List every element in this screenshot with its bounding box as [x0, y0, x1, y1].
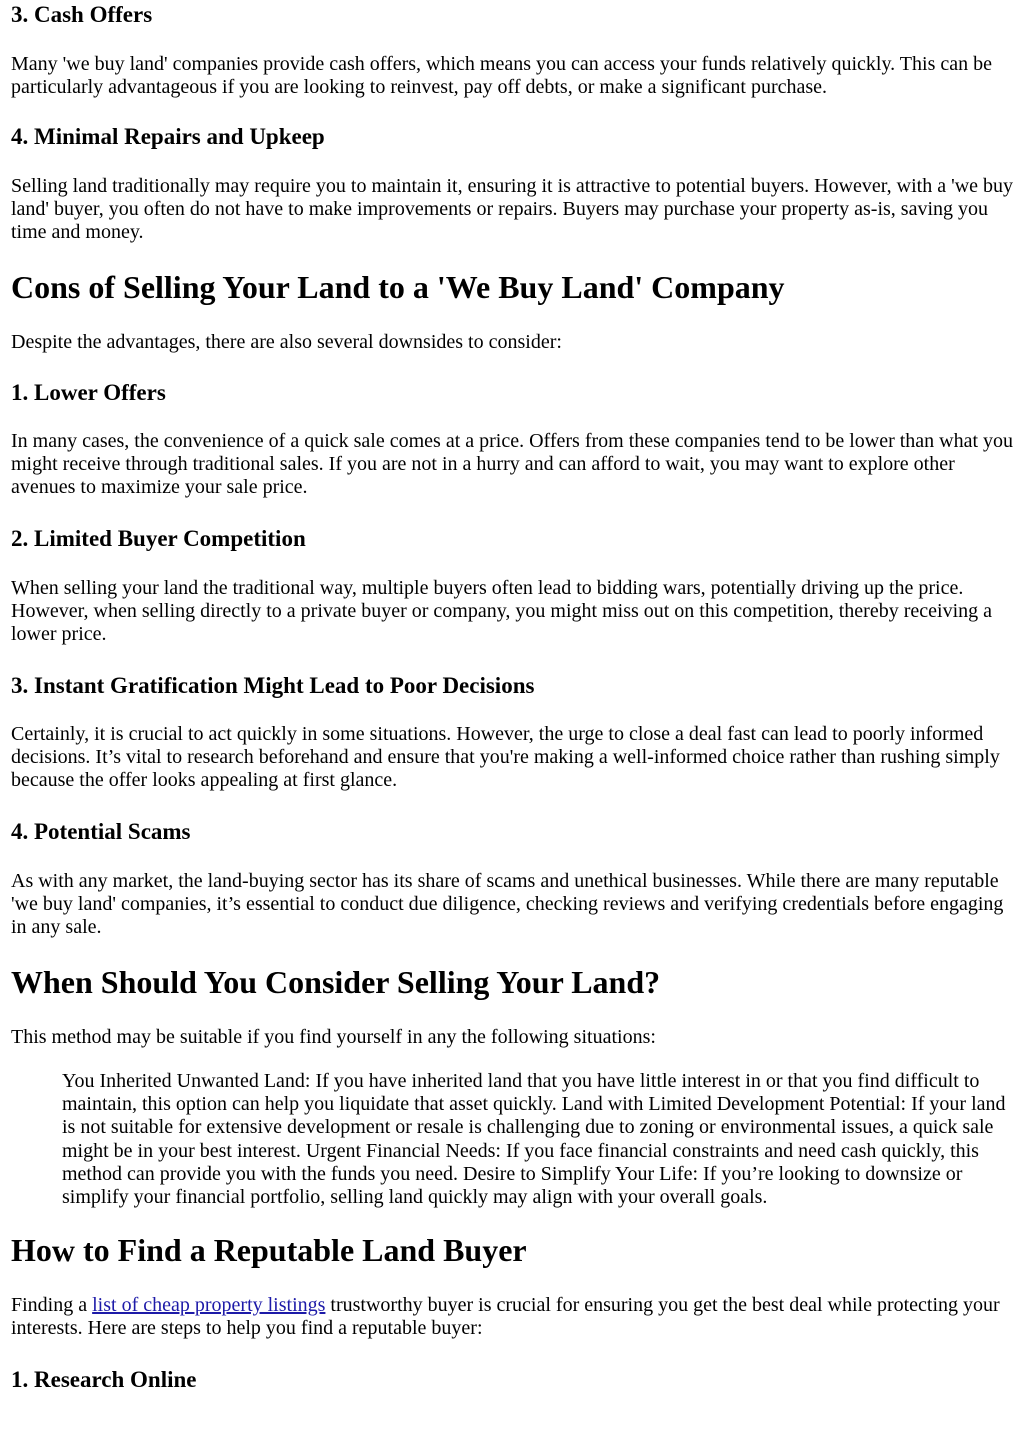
heading-minimal-repairs: 4. Minimal Repairs and Upkeep [11, 124, 325, 149]
heading-cash-offers: 3. Cash Offers [11, 2, 153, 27]
intro-text-after: trustworthy buyer is crucial for ensuring you get the best deal while protecting your interests. Here are steps to help you find a reputable buyer: [11, 1294, 1000, 1340]
blockquote-situations: You Inherited Unwanted Land: If you have inherited land that you have little interest in or that you find difficult to maintain, this option can help you liquidate that asset quickly. Land with Limited Development Potential: If your land is not suitable for extensive development or resale is challenging due to zoning or environmental issues, a quick sale might be in your best interest. Urgent Financial Needs: If you face financial constraints and need cash quickly, this method can provide you with the funds you need. Desire to Simplify Your Life: If you’re looking to downsize or simplify your financial portfolio, selling land quickly may align with your overall goals. [62, 1070, 1006, 1209]
heading-limited-competition: 2. Limited Buyer Competition [11, 526, 306, 551]
heading-research-online: 1. Research Online [11, 1367, 197, 1392]
heading-find-buyer: How to Find a Reputable Land Buyer [11, 1232, 527, 1268]
paragraph-instant-gratification: Certainly, it is crucial to act quickly in some situations. However, the urge to close a deal fast can lead to poorly informed decisions. It’s vital to research beforehand and ensure that you're making a well-informed choice rather than rushing simply because the offer looks appealing at first glance. [11, 723, 1000, 792]
paragraph-find-buyer-intro [11, 1294, 1016, 1340]
intro-text-before: Finding a [11, 1294, 93, 1316]
paragraph-limited-competition: When selling your land the traditional way, multiple buyers often lead to bidding wars, potentially driving up the price. However, when selling directly to a private buyer or company, you might miss out on this competition, thereby receiving a lower price. [11, 577, 992, 646]
heading-when-to-sell: When Should You Consider Selling Your Land? [11, 964, 661, 1000]
paragraph-when-intro: This method may be suitable if you find yourself in any the following situations: [11, 1026, 656, 1048]
heading-cons: Cons of Selling Your Land to a 'We Buy Land' Company [11, 269, 785, 305]
paragraph-cons-intro: Despite the advantages, there are also several downsides to consider: [11, 331, 562, 353]
paragraph-minimal-repairs: Selling land traditionally may require you to maintain it, ensuring it is attractive to potential buyers. However, with a 'we buy land' buyer, you often do not have to make improvements or repairs. Buyers may purchase your property as-is, saving you time and money. [11, 175, 1014, 244]
cheap-property-listings-link[interactable]: list of cheap property listings [92, 1294, 326, 1316]
heading-potential-scams: 4. Potential Scams [11, 819, 191, 844]
paragraph-potential-scams: As with any market, the land-buying sector has its share of scams and unethical businesses. While there are many reputable 'we buy land' companies, it’s essential to conduct due diligence, checking reviews and verifying credentials before engaging in any sale. [11, 870, 1004, 939]
paragraph-cash-offers: Many 'we buy land' companies provide cash offers, which means you can access your funds relatively quickly. This can be particularly advantageous if you are looking to reinvest, pay off debts, or make a significant purchase. [11, 53, 992, 99]
paragraph-lower-offers: In many cases, the convenience of a quick sale comes at a price. Offers from these companies tend to be lower than what you might receive through traditional sales. If you are not in a hurry and can afford to wait, you may want to explore other avenues to maximize your sale price. [11, 430, 1014, 499]
heading-lower-offers: 1. Lower Offers [11, 380, 166, 405]
heading-instant-gratification: 3. Instant Gratification Might Lead to Poor Decisions [11, 673, 535, 698]
